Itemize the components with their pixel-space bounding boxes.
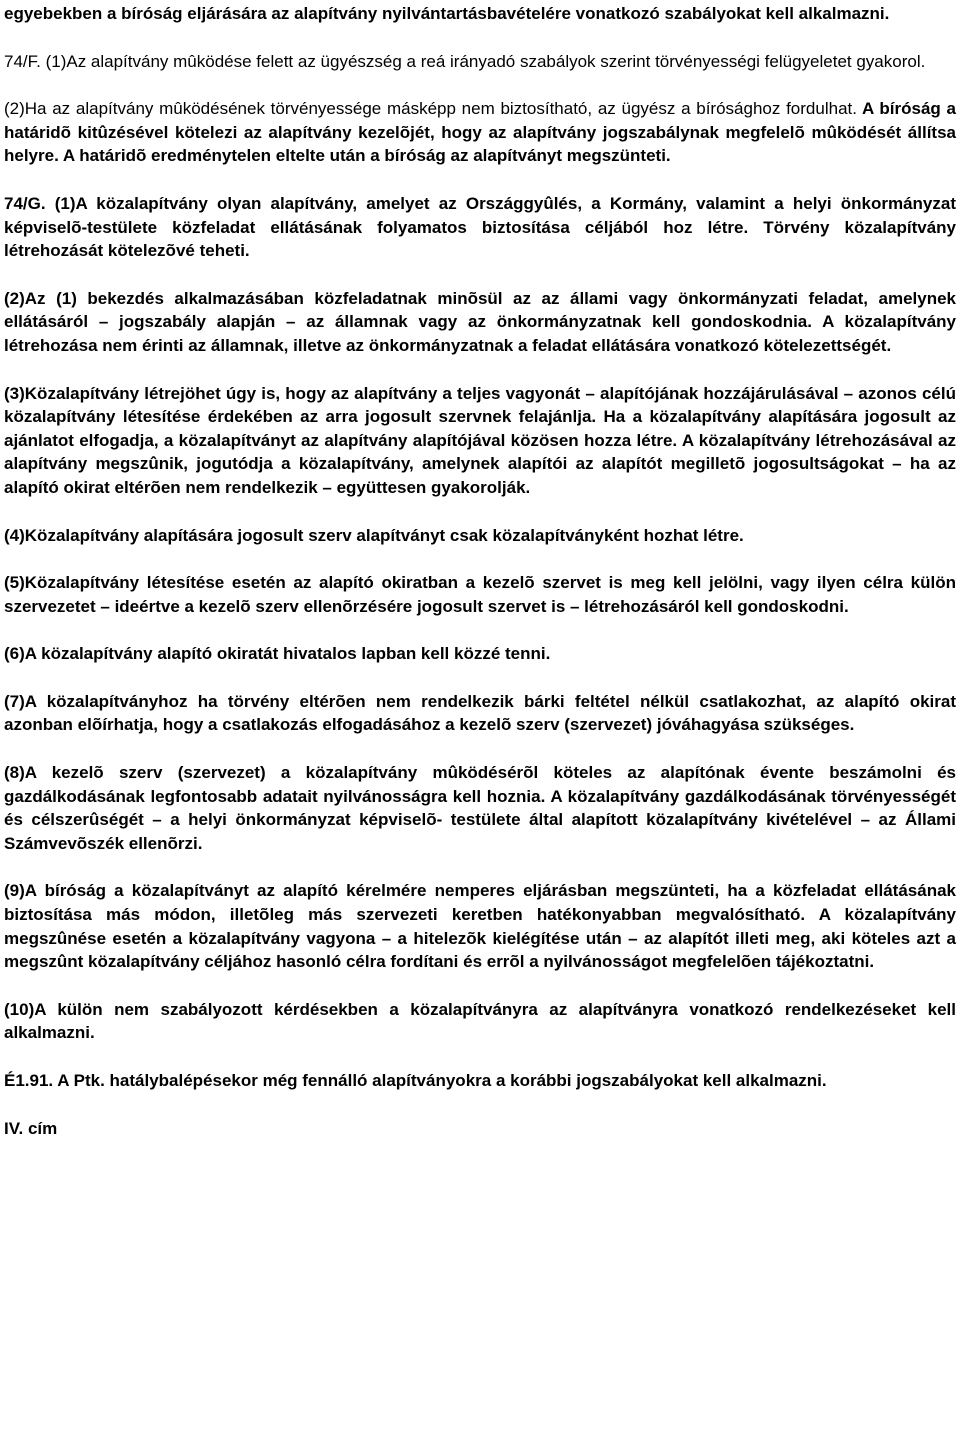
paragraph-74g-4: (4)Közalapítvány alapítására jogosult szerv alapítványt csak közalapítványként hozhat létre. [4, 525, 744, 545]
paragraph-74g-1: 74/G. (1)A közalapítvány olyan alapítvány, amelyet az Országgyûlés, a Kormány, valamint a helyi önkormányzat képviselõ-testülete közfeladat ellátásának folyamatos biztosítása céljából hoz létre. Törvény közalapítvány létrehozását kötelezõvé teheti. [4, 193, 956, 261]
section-heading: IV. cím [4, 1118, 58, 1138]
paragraph-74f-2-rest: A bíróság a határidõ kitûzésével kötelezi az alapítvány kezelõjét, hogy az alapítvány jogszabálynak megfelelõ mûködését állítsa helyre. A határidõ eredménytelen eltelte után a bíróság az alapítványt megszünteti. [4, 99, 956, 166]
paragraph-74g-8: (8)A kezelõ szerv (szervezet) a közalapítvány mûködésérõl köteles az alapítónak évente beszámolni és gazdálkodásának legfontosabb adatait nyilvánosságra kell hoznia. A közalapítvány gazdálkodásának törvényességét és célszerûségét – a helyi önkormányzat képviselõ- testülete által alapított közalapítvány kivételével – az Állami Számvevõszék ellenõrzi. [4, 763, 956, 853]
document-page [4, 0, 956, 1140]
paragraph-74g-6: (6)A közalapítvány alapító okiratát hivatalos lapban kell közzé tenni. [4, 644, 551, 664]
paragraph-74g-3: (3)Közalapítvány létrejöhet úgy is, hogy az alapítvány a teljes vagyonát – alapítójának hozzájárulásával – azonos célú közalapítvány létesítése érdekében az arra jogosult szervnek felajánlja. Ha a közalapítvány alapítására jogosult az ajánlatot elfogadja, a közalapítványt az alapítvány alapítójával közösen hozza létre. A közalapítvány létrehozásával az alapítvány megszûnik, jogutódja a közalapítvány, amelynek alapítói az alapítót megilletõ jogosultságokat – ha az alapító okirat eltérõen nem rendelkezik – együttesen gyakorolják. [4, 383, 956, 497]
paragraph-74g-5: (5)Közalapítvány létesítése esetén az alapító okiratban a kezelõ szervet is meg kell jelölni, vagy ilyen célra külön szervezetet – ideértve a kezelõ szerv ellenõrzésére jogosult szervet is – létrehozásáról kell gondoskodni. [4, 573, 956, 616]
paragraph-74f-2 [4, 97, 956, 168]
paragraph-74g-9: (9)A bíróság a közalapítványt az alapító kérelmére nemperes eljárásban megszünteti, ha a közfeladat ellátásának biztosítása más módon, illetõleg más szervezeti keretben hatékonyabban megvalósítható. A közalapítvány megszûnése esetén a közalapítvány vagyona – a hitelezõk kielégítése után – az alapítót illeti meg, aki köteles azt a megszûnt közalapítvány céljához hasonló célra fordítani és errõl a nyilvánosságot megfelelõen tájékoztatni. [4, 881, 956, 972]
paragraph-e1-91: É1.91. A Ptk. hatálybalépésekor még fennálló alapítványokra a korábbi jogszabályokat kell alkalmazni. [4, 1071, 827, 1090]
paragraph-74f-2-first: (2)Ha az alapítvány mûködésének törvényessége másképp nem biztosítható, az ügyész a bírósághoz fordulhat. [4, 99, 857, 119]
paragraph-74g-2: (2)Az (1) bekezdés alkalmazásában közfeladatnak minõsül az az állami vagy önkormányzati feladat, amelynek ellátásáról – jogszabály alapján – az államnak vagy az önkormányzatnak kell gondoskodnia. A közalapítvány létrehozása nem érinti az államnak, illetve az önkormányzatnak a feladat ellátására vonatkozó kötelezettségét. [4, 288, 956, 355]
paragraph-74g-10: (10)A külön nem szabályozott kérdésekben a közalapítványra az alapítványra vonatkozó rendelkezéseket kell alkalmazni. [4, 999, 956, 1043]
paragraph-74g-7: (7)A közalapítványhoz ha törvény eltérõen nem rendelkezik bárki feltétel nélkül csatlakozhat, az alapító okirat azonban elõírhatja, hogy a csatlakozás elfogadásához a kezelõ szerv (szervezet) jóváhagyása szükséges. [4, 691, 956, 735]
paragraph-74f-1: 74/F. (1)Az alapítvány mûködése felett az ügyészség a reá irányadó szabályok szerint törvényességi felügyeletet gyakorol. [4, 51, 926, 71]
paragraph-continuation: egyebekben a bíróság eljárására az alapítvány nyilvántartásbavételére vonatkozó szabályokat kell alkalmazni. [4, 4, 890, 23]
